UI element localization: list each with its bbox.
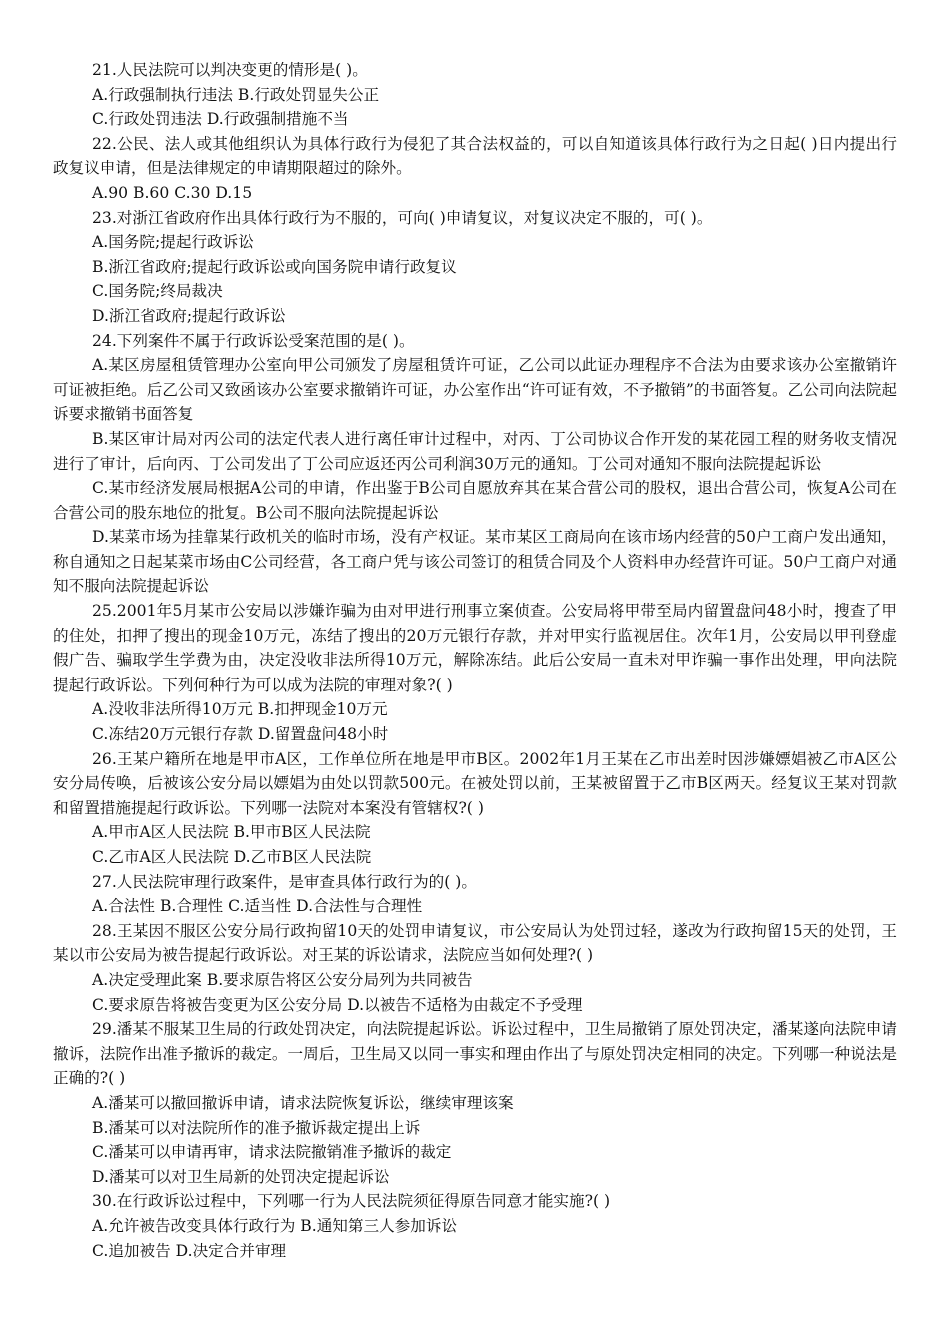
question-29-option-d: D.潘某可以对卫生局新的处罚决定提起诉讼 — [92, 1167, 390, 1186]
question-30-options-cd: C.追加被告 D.决定合并审理 — [92, 1241, 287, 1260]
question-30: 30.在行政诉讼过程中，下列哪一行为人民法院须征得原告同意才能实施?( ) — [92, 1192, 611, 1211]
question-21-options-cd: C.行政处罚违法 D.行政强制措施不当 — [92, 110, 349, 129]
question-25: 25.2001年5月某市公安局以涉嫌诈骗为由对甲进行刑事立案侦查。公安局将甲带至局内留置盘问48小时，搜查了甲的住处，扣押了搜出的现金10万元，冻结了搜出的20万元银行存款，并对甲实行监视居住。次年1月，公安局以甲刊登虚假广告、骗取学生学费为由，决定没收非法所得10万元，解除冻结。此后公安局一直未对甲诈骗一事作出处理，甲向法院提起行政诉讼。下列何种行为可以成为法院的审理对象?( ) — [53, 602, 897, 694]
question-24-option-a: A.某区房屋租赁管理办公室向甲公司颁发了房屋租赁许可证，乙公司以此证办理程序不合法为由要求该办公室撤销许可证被拒绝。后乙公司又致函该办公室要求撤销许可证，办公室作出“许可证有效，不予撤销”的书面答复。乙公司向法院起诉要求撤销书面答复 — [53, 356, 897, 424]
question-29-option-b: B.潘某可以对法院所作的准予撤诉裁定提出上诉 — [92, 1118, 421, 1137]
question-24-option-b: B.某区审计局对丙公司的法定代表人进行离任审计过程中，对丙、丁公司协议合作开发的某花园工程的财务收支情况进行了审计，后向丙、丁公司发出了丁公司应返还丙公司利润30万元的通知。丁公司对通知不服向法院提起诉讼 — [53, 429, 897, 473]
question-24-option-d: D.某菜市场为挂靠某行政机关的临时市场，没有产权证。某市某区工商局向在该市场内经营的50户工商户发出通知，称自通知之日起某菜市场由C公司经营，各工商户凭与该公司签订的租赁合同及个人资料申办经营许可证。50户工商户对通知不服向法院提起诉讼 — [53, 528, 897, 596]
question-30-options-ab: A.允许被告改变具体行政行为 B.通知第三人参加诉讼 — [92, 1216, 458, 1235]
question-23-option-c: C.国务院;终局裁决 — [92, 282, 223, 301]
question-23-option-b: B.浙江省政府;提起行政诉讼或向国务院申请行政复议 — [92, 257, 457, 276]
question-22: 22.公民、法人或其他组织认为具体行政行为侵犯了其合法权益的，可以自知道该具体行政行为之日起( )日内提出行政复议申请，但是法律规定的申请期限超过的除外。 — [53, 134, 897, 178]
question-23-option-a: A.国务院;提起行政诉讼 — [92, 233, 254, 252]
question-29: 29.潘某不服某卫生局的行政处罚决定，向法院提起诉讼。诉讼过程中，卫生局撤销了原处罚决定，潘某遂向法院申请撤诉，法院作出准予撤诉的裁定。一周后，卫生局又以同一事实和理由作出了与原处罚决定相同的决定。下列哪一种说法是正确的?( ) — [53, 1020, 897, 1088]
question-23-option-d: D.浙江省政府;提起行政诉讼 — [92, 306, 286, 325]
question-24: 24.下列案件不属于行政诉讼受案范围的是( )。 — [92, 331, 415, 350]
question-27: 27.人民法院审理行政案件，是审查具体行政行为的( )。 — [92, 872, 477, 891]
question-24-option-c: C.某市经济发展局根据A公司的申请，作出鉴于B公司自愿放弃其在某合营公司的股权，退出合营公司，恢复A公司在合营公司的股东地位的批复。B公司不服向法院提起诉讼 — [53, 479, 897, 522]
question-26-options-ab: A.甲市A区人民法院 B.甲市B区人民法院 — [92, 823, 371, 842]
question-28-options-cd: C.要求原告将被告变更为区公安分局 D.以被告不适格为由裁定不予受理 — [92, 995, 583, 1014]
question-26-options-cd: C.乙市A区人民法院 D.乙市B区人民法院 — [92, 848, 372, 866]
question-25-options-ab: A.没收非法所得10万元 B.扣押现金10万元 — [92, 700, 388, 719]
question-22-options: A.90 B.60 C.30 D.15 — [92, 183, 253, 202]
question-21-options-ab: A.行政强制执行违法 B.行政处罚显失公正 — [92, 85, 380, 104]
question-26: 26.王某户籍所在地是甲市A区，工作单位所在地是甲市B区。2002年1月王某在乙市出差时因涉嫌嫖娼被乙市A区公安分局传唤，后被该公安分局以嫖娼为由处以罚款500元。在被处罚以前，王某被留置于乙市B区两天。经复议王某对罚款和留置措施提起行政诉讼。下列哪一法院对本案没有管辖权?( ) — [53, 749, 897, 817]
question-28: 28.王某因不服区公安分局行政拘留10天的处罚申请复议，市公安局认为处罚过轻，遂改为行政拘留15天的处罚，王某以市公安局为被告提起行政诉讼。对王某的诉讼请求，法院应当如何处理?( ) — [53, 921, 897, 965]
question-21: 21.人民法院可以判决变更的情形是( )。 — [92, 61, 368, 79]
question-29-option-a: A.潘某可以撤回撤诉申请，请求法院恢复诉讼，继续审理该案 — [92, 1093, 514, 1112]
question-23: 23.对浙江省政府作出具体行政行为不服的，可向( )申请复议，对复议决定不服的，可( )。 — [92, 208, 713, 227]
question-29-option-c: C.潘某可以申请再审，请求法院撤销准予撤诉的裁定 — [92, 1143, 452, 1162]
question-27-options: A.合法性 B.合理性 C.适当性 D.合法性与合理性 — [92, 897, 423, 916]
question-25-options-cd: C.冻结20万元银行存款 D.留置盘问48小时 — [92, 725, 389, 744]
question-28-options-ab: A.决定受理此案 B.要求原告将区公安分局列为共同被告 — [92, 970, 473, 989]
